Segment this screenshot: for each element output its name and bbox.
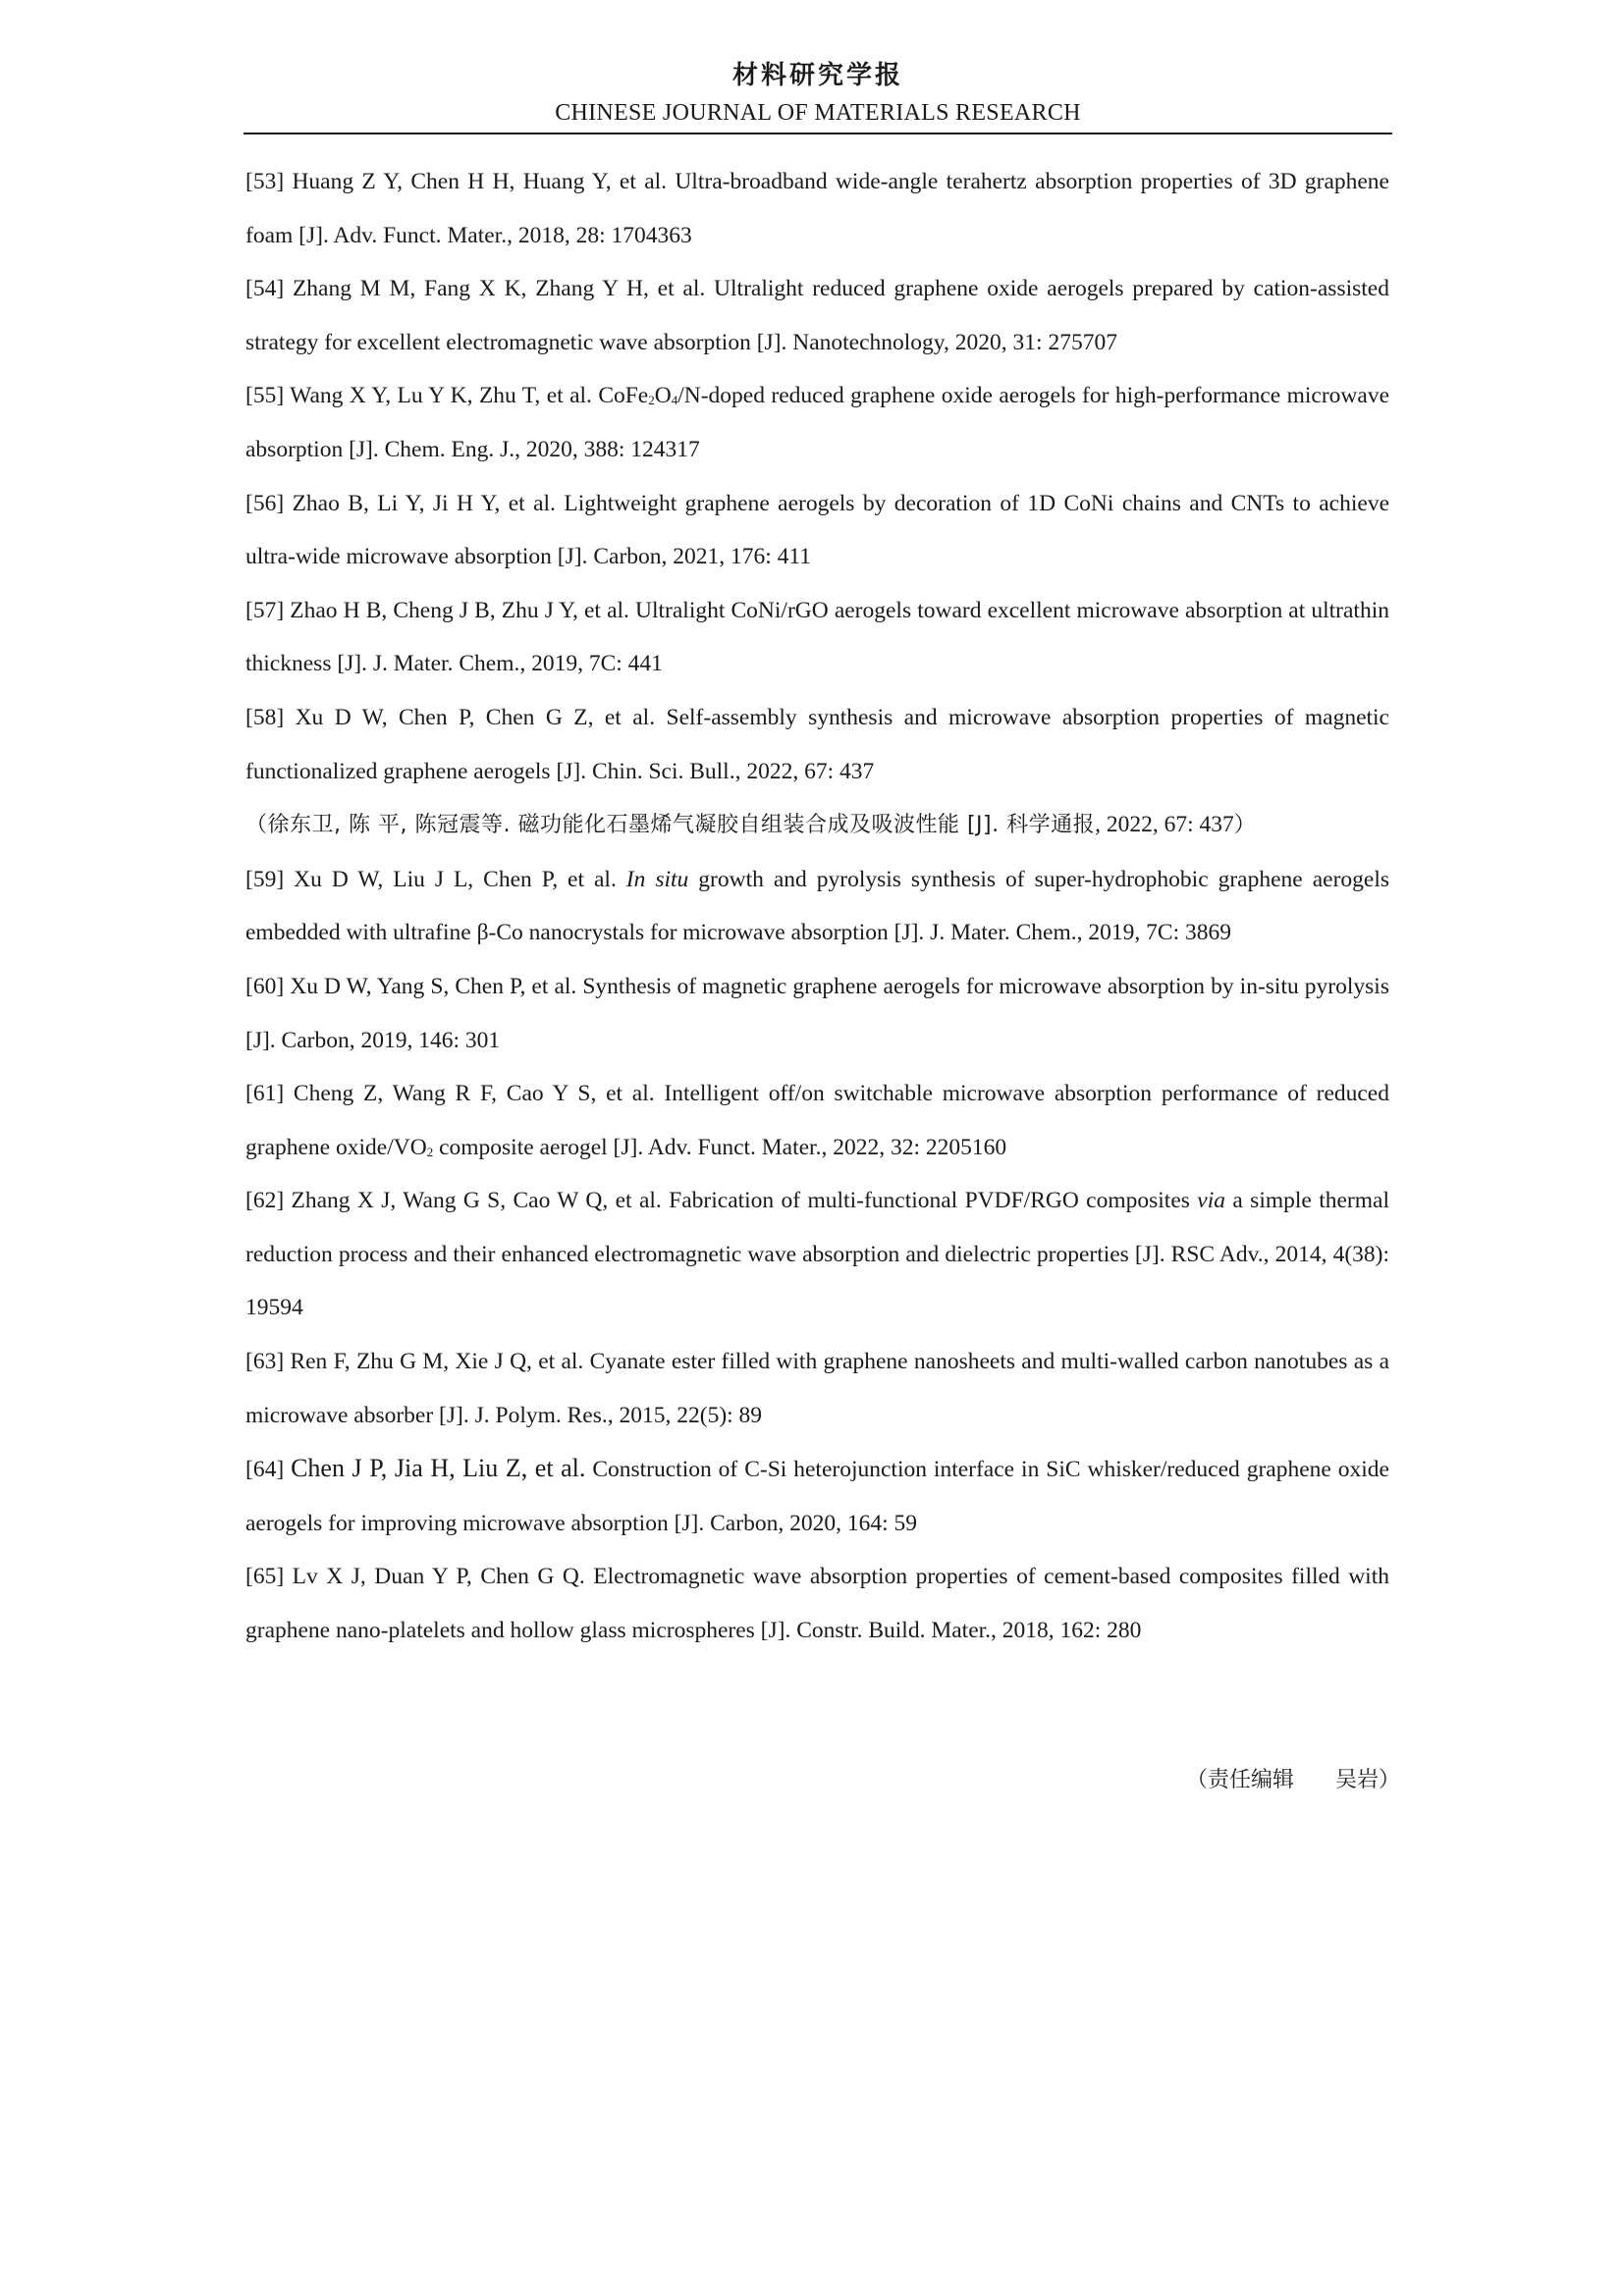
reference-62 bbox=[245, 1174, 1389, 1335]
reference-56 bbox=[245, 477, 1389, 584]
journal-title-english: CHINESE JOURNAL OF MATERIALS RESEARCH bbox=[555, 100, 1081, 126]
reference-55 bbox=[245, 369, 1389, 476]
reference-59-text-rest: growth and pyrolysis synthesis of super-hydrophobic graphene aerogels embedded with ultrafine β-Co nanocrystals for microwave absorption [J]. J. Mater. Chem., 2019, 7C: 3869 bbox=[245, 866, 1389, 946]
reference-55-text: [55] Wang X Y, Lu Y K, Zhu T, et al. CoFe bbox=[245, 383, 649, 409]
reference-57 bbox=[245, 584, 1389, 691]
reference-65-text: [65] Lv X J, Duan Y P, Chen G Q. Electromagnetic wave absorption properties of cement-based composites filled with graphene nano-platelets and hollow glass microspheres [J]. Constr. Build. Mater., 2018, 162: 280 bbox=[245, 1564, 1389, 1644]
reference-58-text: [58] Xu D W, Chen P, Chen G Z, et al. Self-assembly synthesis and microwave absorption properties of magnetic functionalized graphene aerogels [J]. Chin. Sci. Bull., 2022, 67: 437 bbox=[245, 704, 1389, 784]
reference-56-text: [56] Zhao B, Li Y, Ji H Y, et al. Lightweight graphene aerogels by decoration of 1D CoNi chains and CNTs to achieve ultra-wide microwave absorption [J]. Carbon, 2021, 176: 411 bbox=[245, 490, 1389, 570]
reference-65 bbox=[245, 1550, 1389, 1657]
reference-53 bbox=[245, 155, 1389, 262]
reference-55-text-mid: O bbox=[654, 383, 672, 409]
reference-61-text-rest: composite aerogel [J]. Adv. Funct. Mater., 2022, 32: 2205160 bbox=[433, 1134, 1007, 1160]
reference-64 bbox=[245, 1442, 1389, 1550]
reference-59-italic: In situ bbox=[625, 866, 689, 892]
reference-57-text: [57] Zhao H B, Cheng J B, Zhu J Y, et al. Ultralight CoNi/rGO aerogels toward excellent microwave absorption at ultrathin thickness [J]. J. Mater. Chem., 2019, 7C: 441 bbox=[245, 597, 1389, 677]
running-header bbox=[244, 59, 1392, 128]
reference-62-text: [62] Zhang X J, Wang G S, Cao W Q, et al. Fabrication of multi-functional PVDF/RGO composites bbox=[245, 1188, 1198, 1214]
reference-55-text-rest: /N-doped reduced graphene oxide aerogels for high-performance microwave absorption [J]. Chem. Eng. J., 2020, 388: 124317 bbox=[245, 383, 1390, 462]
reference-64-authors: Chen J P, Jia H, Liu Z, et al. bbox=[291, 1454, 586, 1483]
reference-59-text: [59] Xu D W, Liu J L, Chen P, et al. bbox=[245, 866, 626, 892]
reference-54-text: [54] Zhang M M, Fang X K, Zhang Y H, et al. Ultralight reduced graphene oxide aerogels prepared by cation-assisted strategy for excellent electromagnetic wave absorption [J]. Nanotechnology, 2020, 31: 275707 bbox=[245, 276, 1389, 355]
reference-59 bbox=[245, 853, 1389, 960]
reference-60-text: [60] Xu D W, Yang S, Chen P, et al. Synthesis of magnetic graphene aerogels for microwave absorption by in-situ pyrolysis [J]. Carbon, 2019, 146: 301 bbox=[245, 973, 1389, 1053]
reference-64-text-rest: Construction of C-Si heterojunction interface in SiC whisker/reduced graphene oxide aerogels for improving microwave absorption [J]. Carbon, 2020, 164: 59 bbox=[245, 1457, 1389, 1536]
reference-58-chinese-citation: , 2022, 67: 437 bbox=[1095, 812, 1234, 838]
reference-61 bbox=[245, 1067, 1389, 1174]
reference-58-chinese-close: ） bbox=[1233, 813, 1257, 838]
editor-credit: （责任编辑 吴岩） bbox=[1186, 1768, 1400, 1792]
reference-list bbox=[245, 155, 1389, 1658]
reference-60 bbox=[245, 960, 1389, 1067]
journal-title-chinese: 材料研究学报 bbox=[731, 61, 903, 90]
reference-55-subscript: 4 bbox=[671, 393, 678, 408]
reference-63-text: [63] Ren F, Zhu G M, Xie J Q, et al. Cyanate ester filled with graphene nanosheets and multi-walled carbon nanotubes as a microwave absorber [J]. J. Polym. Res., 2015, 22(5): 89 bbox=[245, 1349, 1389, 1428]
reference-55-subscript: 2 bbox=[648, 393, 655, 408]
reference-61-text: [61] Cheng Z, Wang R F, Cao Y S, et al. Intelligent off/on switchable microwave absorption performance of reduced graphene oxide/VO bbox=[245, 1081, 1389, 1160]
reference-53-text: [53] Huang Z Y, Chen H H, Huang Y, et al. Ultra-broadband wide-angle terahertz absorption properties of 3D graphene foam [J]. Adv. Funct. Mater., 2018, 28: 1704363 bbox=[245, 169, 1389, 248]
reference-54 bbox=[245, 262, 1389, 369]
header-rule bbox=[244, 133, 1392, 134]
reference-58 bbox=[245, 691, 1389, 798]
reference-61-subscript: 2 bbox=[426, 1144, 434, 1159]
reference-64-number: [64] bbox=[245, 1457, 292, 1483]
reference-58-chinese bbox=[245, 798, 1389, 853]
reference-63 bbox=[245, 1335, 1389, 1442]
reference-62-text-rest: a simple thermal reduction process and their enhanced electromagnetic wave absorption and dielectric properties [J]. RSC Adv., 2014, 4(38): 19594 bbox=[245, 1188, 1389, 1321]
reference-62-italic: via bbox=[1197, 1188, 1226, 1214]
reference-58-chinese-text: （徐东卫, 陈 平, 陈冠震等. 磁功能化石墨烯气凝胶自组装合成及吸波性能 [J]. 科学通报 bbox=[245, 813, 1096, 838]
